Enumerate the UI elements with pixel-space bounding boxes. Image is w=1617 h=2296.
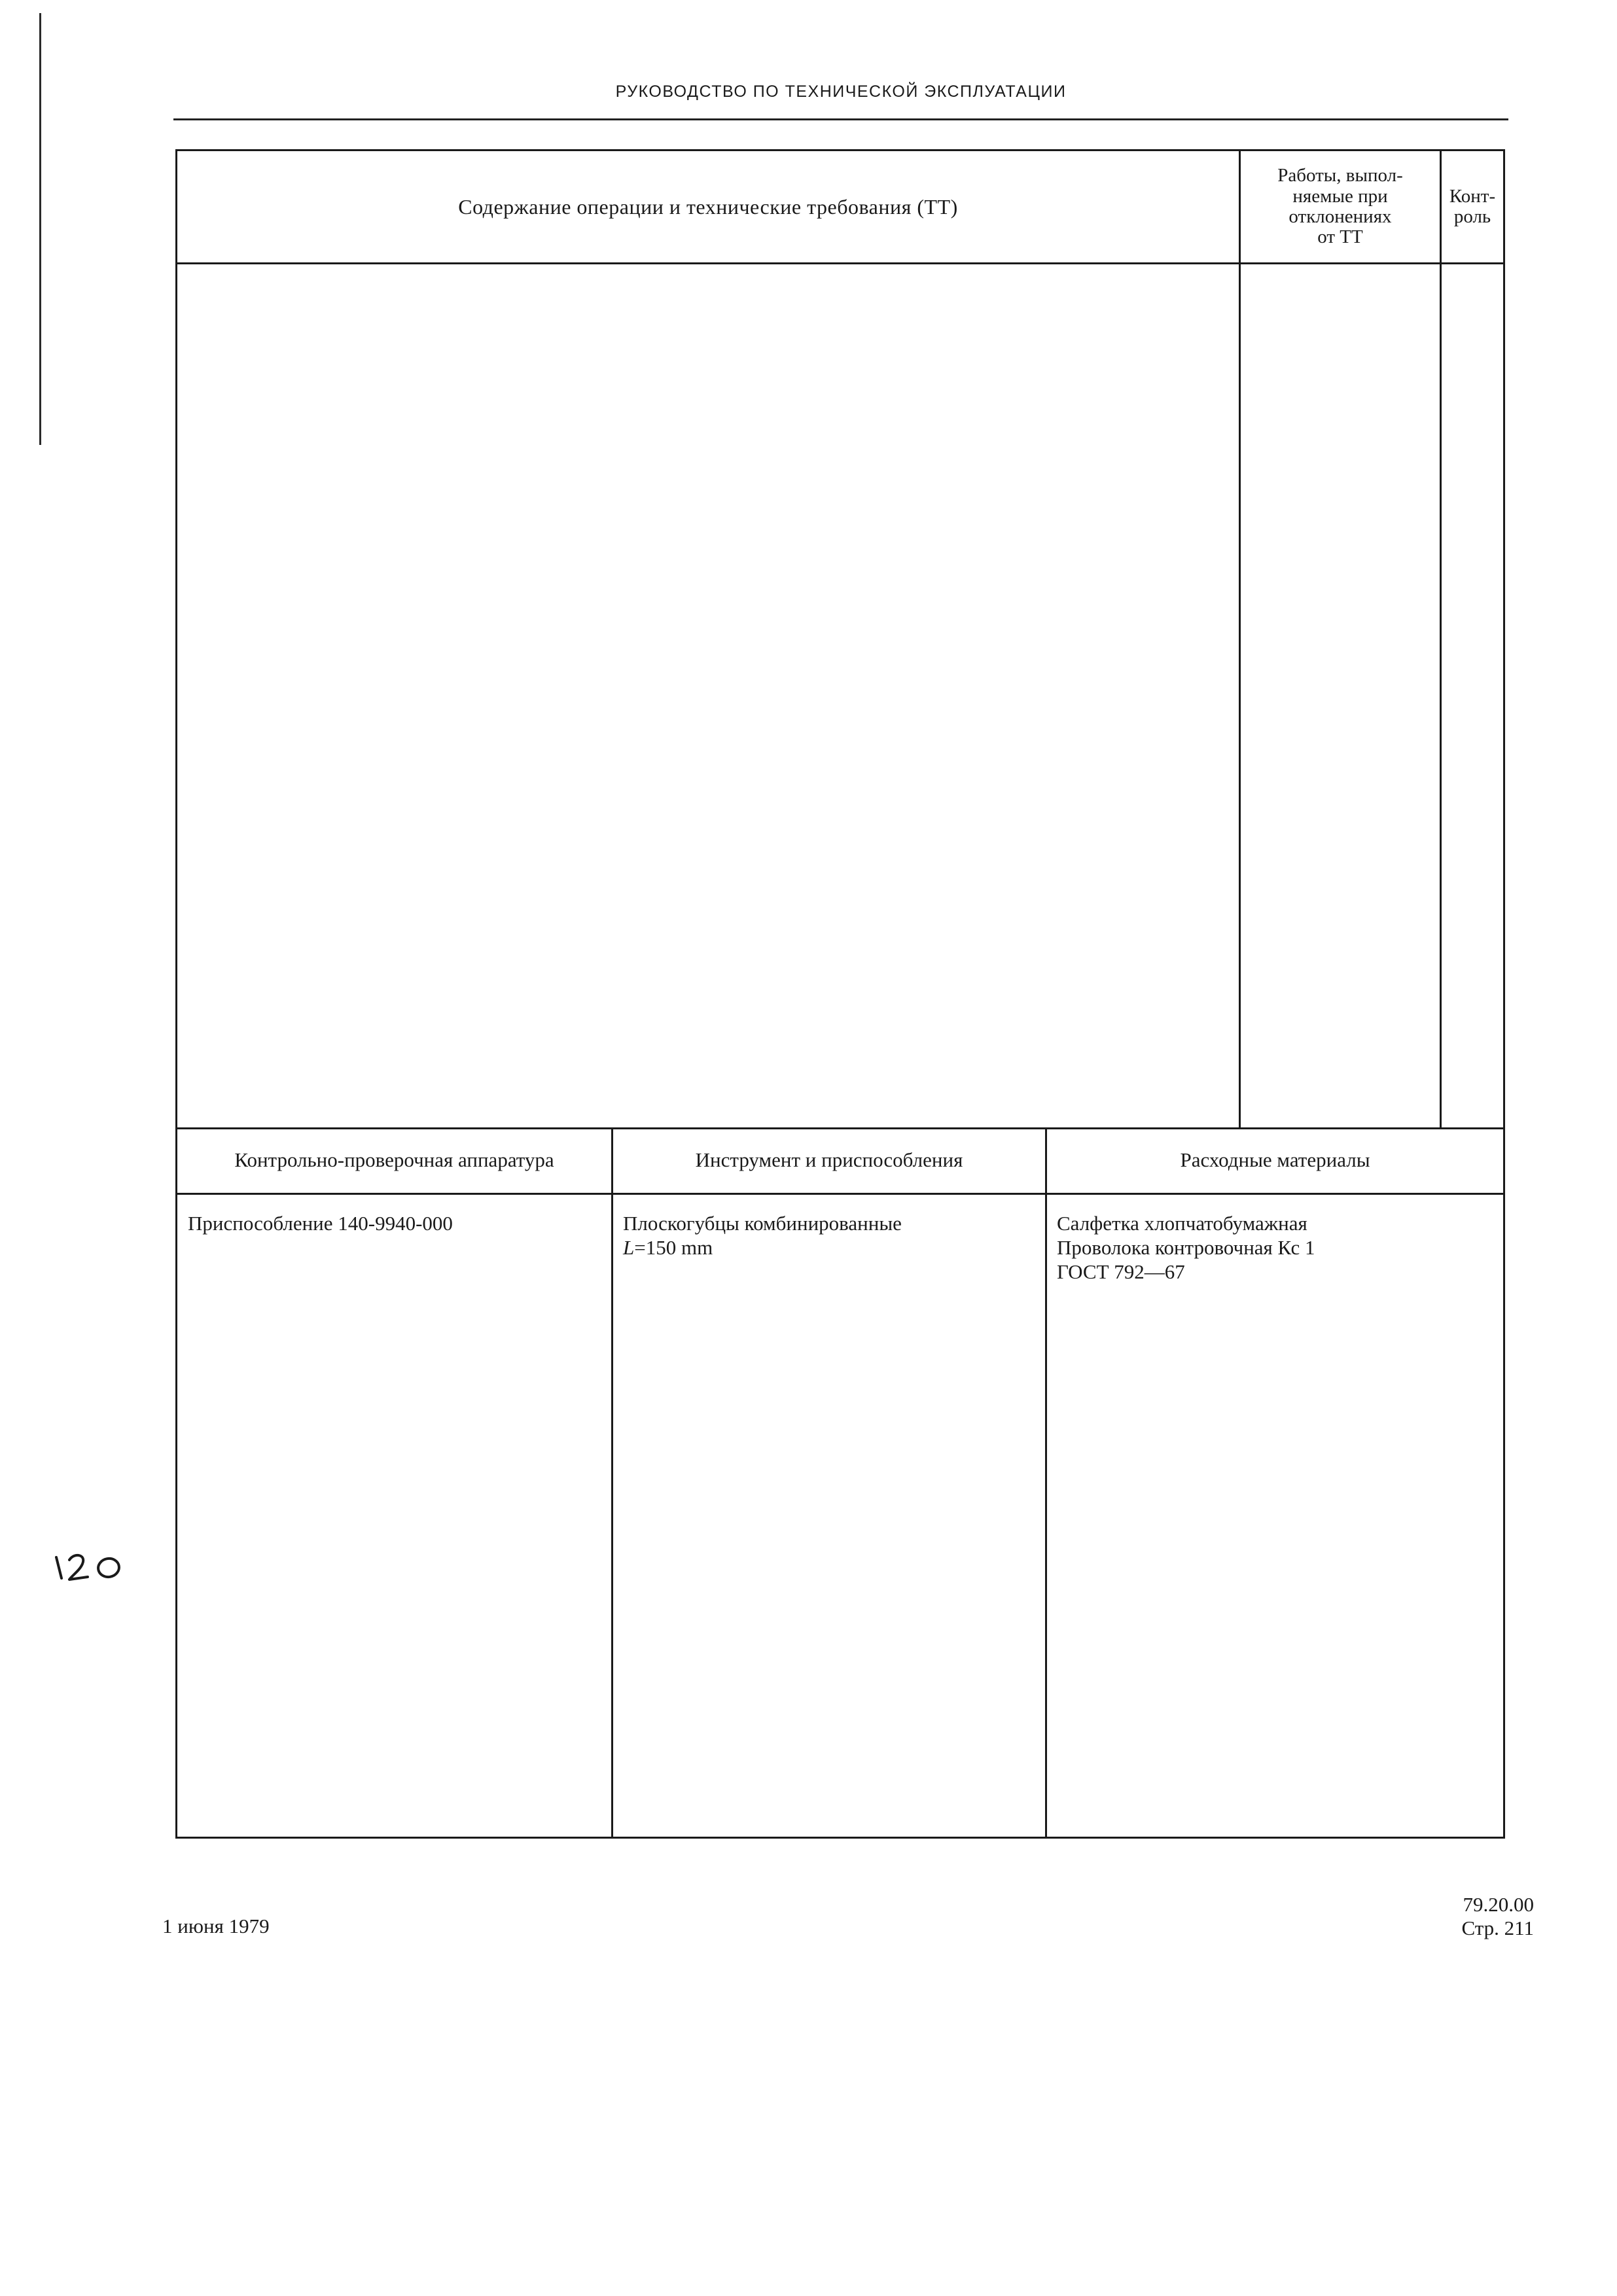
header-operation-content: Содержание операции и технические требования (ТТ) [458, 194, 958, 219]
header-deviation-works-line: Работы, выпол- [1277, 165, 1403, 186]
consumable-item: Проволока контровочная Кс 1 [1057, 1236, 1315, 1259]
equipment-table-divider [1045, 1127, 1047, 1837]
header-tools: Инструмент и приспособления [695, 1148, 963, 1171]
page-number: Стр. 211 [1461, 1916, 1534, 1939]
equipment-table [175, 1127, 1505, 1839]
operation-table-divider [1239, 151, 1241, 1127]
tool-item: Плоскогубцы комбинированные [623, 1212, 902, 1235]
tool-size-variable: L [623, 1236, 635, 1259]
header-control-line: Конт- [1449, 185, 1496, 207]
apparatus-item: Приспособление 140-9940-000 [188, 1212, 453, 1235]
document-code: 79.20.00 [1463, 1893, 1534, 1916]
operation-table-header-rule [177, 262, 1503, 264]
header-test-apparatus: Контрольно-проверочная аппаратура [234, 1148, 554, 1171]
header-deviation-works-line: няемые при [1292, 185, 1388, 207]
operation-table [175, 149, 1505, 1129]
consumable-item: Салфетка хлопчатобумажная [1057, 1212, 1307, 1235]
apparatus-list [188, 1211, 453, 1235]
header-rule [173, 118, 1508, 120]
header-consumables: Расходные материалы [1180, 1148, 1370, 1171]
header-deviation-works-line: отклонениях [1288, 206, 1392, 227]
equipment-table-header-rule [177, 1193, 1503, 1195]
header-deviation-works [1241, 151, 1440, 262]
equipment-table-divider [611, 1127, 613, 1837]
tool-size-value: =150 mm [634, 1236, 713, 1259]
handwritten-number [52, 1545, 131, 1591]
header-control [1442, 151, 1503, 262]
running-head: РУКОВОДСТВО ПО ТЕХНИЧЕСКОЙ ЭКСПЛУАТАЦИИ [615, 82, 1067, 101]
issue-date: 1 июня 1979 [162, 1915, 270, 1937]
header-deviation-works-line: от ТТ [1317, 226, 1363, 248]
tool-item-size [623, 1235, 902, 1260]
left-margin-rule [39, 13, 41, 445]
header-control-line: роль [1453, 206, 1491, 227]
consumable-item: ГОСТ 792—67 [1057, 1260, 1185, 1283]
consumables-list [1057, 1211, 1315, 1284]
page-reference [1461, 1893, 1534, 1940]
tools-list [623, 1211, 902, 1260]
operation-table-divider [1440, 151, 1442, 1127]
